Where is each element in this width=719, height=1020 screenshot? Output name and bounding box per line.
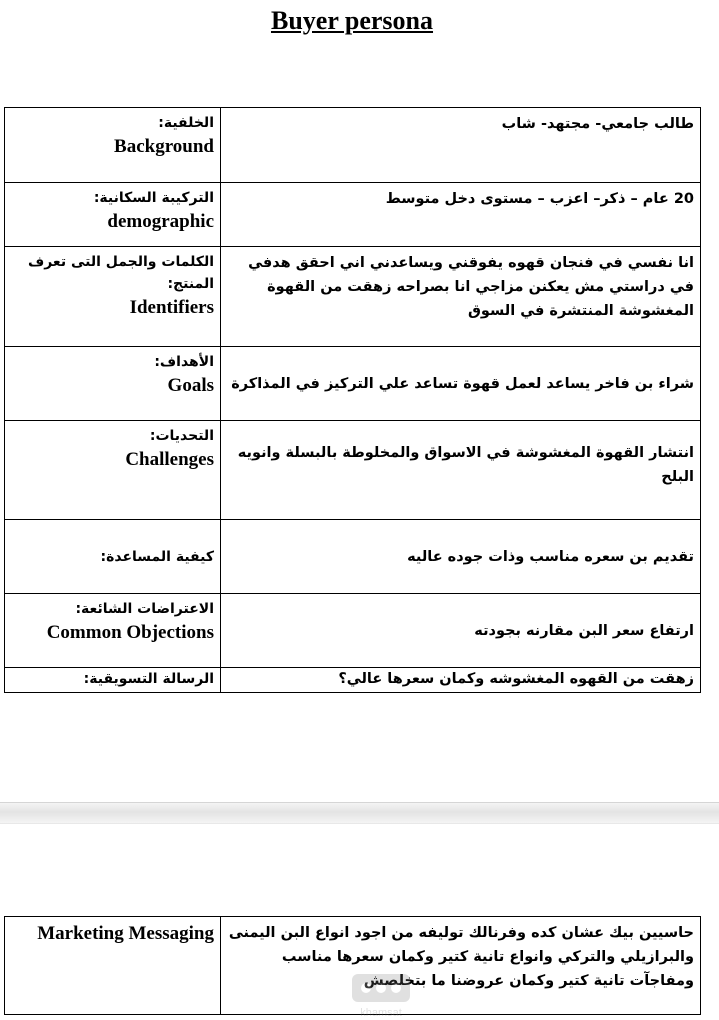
row-value: 20 عام – ذكر– اعزب – مستوى دخل متوسط — [385, 191, 694, 207]
row-value-cell — [221, 347, 701, 421]
arabic-label: التركيبة السكانية: — [93, 190, 214, 206]
english-label: Identifiers — [129, 297, 214, 318]
english-label: demographic — [107, 211, 214, 232]
row-value: زهقت من القهوه المغشوشه وكمان سعرها عالي؟ — [338, 671, 694, 687]
arabic-label: التحديات: — [149, 428, 214, 444]
row-label-cell — [5, 520, 221, 594]
table-row — [5, 183, 701, 247]
row-value-cell — [221, 247, 701, 347]
english-label: Challenges — [125, 449, 214, 470]
row-label-cell — [5, 421, 221, 520]
row-label-cell — [5, 247, 221, 347]
row-value-cell — [221, 421, 701, 520]
table-row — [5, 108, 701, 183]
table-row — [5, 917, 701, 1015]
table-row — [5, 421, 701, 520]
persona-table — [4, 107, 701, 693]
row-value-cell — [221, 668, 701, 693]
watermark-text: khamsat — [360, 1007, 402, 1019]
row-label-cell — [5, 668, 221, 693]
row-label-cell — [5, 594, 221, 668]
table-row — [5, 594, 701, 668]
arabic-label: الكلمات والجمل التى تعرف المنتج: — [27, 254, 214, 292]
row-label-cell — [5, 108, 221, 183]
row-value: ارتفاع سعر البن مقارنه بجودته — [474, 622, 694, 639]
english-label: Common Objections — [46, 622, 214, 643]
row-value: شراء بن فاخر يساعد لعمل قهوة تساعد علي التركيز في المذاكرة — [231, 375, 694, 392]
page-title: Buyer persona — [270, 6, 434, 35]
english-label: Background — [114, 136, 214, 157]
row-value-cell — [221, 183, 701, 247]
table-row — [5, 520, 701, 594]
table-row — [5, 668, 701, 693]
row-value: طالب جامعي- مجتهد- شاب — [501, 116, 694, 132]
row-label-cell — [5, 183, 221, 247]
arabic-label: الخلفية: — [158, 115, 214, 131]
row-value: انتشار القهوة المغشوشة في الاسواق والمخلوطة بالبسلة وانويه البلح — [237, 445, 694, 485]
marketing-table — [4, 916, 701, 1015]
row-label-cell — [5, 347, 221, 421]
arabic-label: كيفية المساعدة: — [100, 548, 214, 565]
row-label-cell — [5, 917, 221, 1015]
row-value-cell — [221, 520, 701, 594]
row-value-cell — [221, 917, 701, 1015]
row-value-cell — [221, 108, 701, 183]
marketing-value: حاسيين بيك عشان كده وفرنالك توليفه من اجود انواع البن اليمنى والبرازيلي والتركي وانواع تانية كتير وكمان سعرها مناسب ومفاجآت تانية كتير وكمان عروضنا ما بتخلصش — [228, 925, 694, 989]
row-value: تقديم بن سعره مناسب وذات جوده عاليه — [407, 548, 694, 565]
arabic-label: الاعتراضات الشائعة: — [75, 601, 214, 617]
table-row — [5, 247, 701, 347]
marketing-label: Marketing Messaging — [37, 923, 214, 944]
page-break — [0, 802, 719, 824]
arabic-label: الرسالة التسويقية: — [83, 671, 214, 687]
english-label: Goals — [167, 375, 214, 396]
table-row — [5, 347, 701, 421]
arabic-label: الأهداف: — [154, 354, 214, 370]
row-value: انا نفسي في فنجان قهوه يفوقني ويساعدني اني احقق هدفي في دراستي مش يعكنن مزاجي انا بصراحه زهقت من القهوة المغشوشة المنتشرة في السوق — [248, 255, 694, 319]
row-value-cell — [221, 594, 701, 668]
